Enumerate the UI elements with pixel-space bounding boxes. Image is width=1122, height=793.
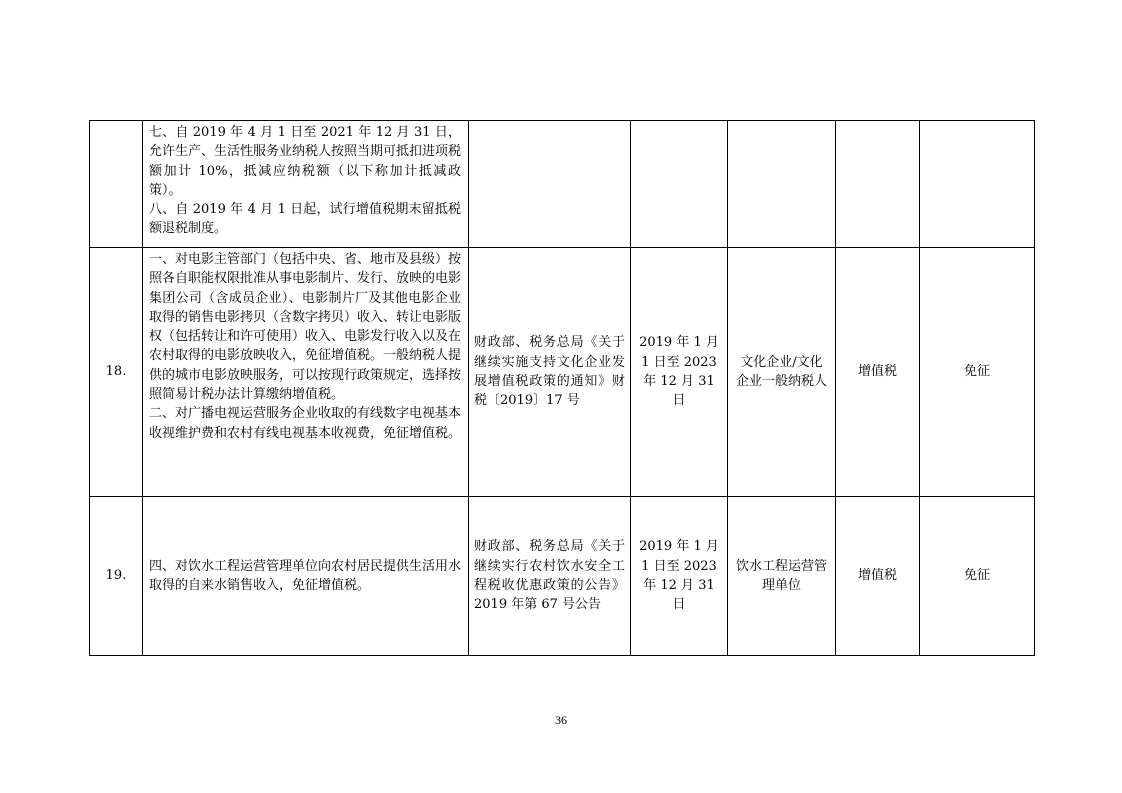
table-row [90, 248, 1035, 497]
policy-content-cell [143, 121, 469, 248]
policy-paragraph: 八、自 2019 年 4 月 1 日起，试行增值税期末留抵税额退税制度。 [149, 202, 461, 237]
policy-paragraph: 二、对广播电视运营服务企业收取的有线数字电视基本收视维护费和农村有线电视基本收视费，免征增值税。 [149, 406, 462, 441]
taxpayer-subject-cell [728, 121, 836, 248]
table-row [90, 497, 1035, 656]
policy-paragraph: 七、自 2019 年 4 月 1 日至 2021 年 12 月 31 日，允许生产、生活性服务业纳税人按照当期可抵扣进项税额加计 10%，抵减应纳税额（以下称加计抵减政策）。 [149, 125, 462, 198]
validity-period-cell [631, 121, 728, 248]
preference-method-cell: 免征 [920, 248, 1035, 497]
policy-paragraph: 四、对饮水工程运营管理单位向农村居民提供生活用水取得的自来水销售收入，免征增值税。 [149, 558, 462, 593]
policy-table [89, 120, 1035, 656]
policy-basis-cell: 财政部、税务总局《关于继续实行农村饮水安全工程税收优惠政策的公告》2019 年第 67 号公告 [469, 497, 631, 656]
row-number-cell: 18. [90, 248, 143, 497]
tax-type-cell: 增值税 [836, 248, 920, 497]
row-number-cell: 19. [90, 497, 143, 656]
policy-paragraph: 一、对电影主管部门（包括中央、省、地市及县级）按照各自职能权限批准从事电影制片、发行、放映的电影集团公司（含成员企业）、电影制片厂及其他电影企业取得的销售电影拷贝（含数字拷贝）收入、转让电影版权（包括转让和许可使用）收入、电影发行收入以及在农村取得的电影放映收入，免征增值税。一般纳税人提供的城市电影放映服务，可以按现行政策规定，选择按照简易计税办法计算缴纳增值税。 [149, 252, 462, 403]
preference-method-cell [920, 121, 1035, 248]
tax-type-cell [836, 121, 920, 248]
taxpayer-subject-cell: 文化企业/文化企业一般纳税人 [728, 248, 836, 497]
validity-period-cell: 2019 年 1 月 1 日至 2023 年 12 月 31 日 [631, 248, 728, 497]
tax-type-cell: 增值税 [836, 497, 920, 656]
taxpayer-subject-cell: 饮水工程运营管理单位 [728, 497, 836, 656]
table-row [90, 121, 1035, 248]
preference-method-cell: 免征 [920, 497, 1035, 656]
policy-basis-cell [469, 121, 631, 248]
row-number-cell [90, 121, 143, 248]
validity-period-cell: 2019 年 1 月 1 日至 2023 年 12 月 31 日 [631, 497, 728, 656]
policy-content-cell [143, 497, 469, 656]
policy-basis-cell: 财政部、税务总局《关于继续实施支持文化企业发展增值税政策的通知》财税〔2019〕17 号 [469, 248, 631, 497]
policy-content-cell [143, 248, 469, 497]
page-number: 36 [555, 713, 567, 727]
